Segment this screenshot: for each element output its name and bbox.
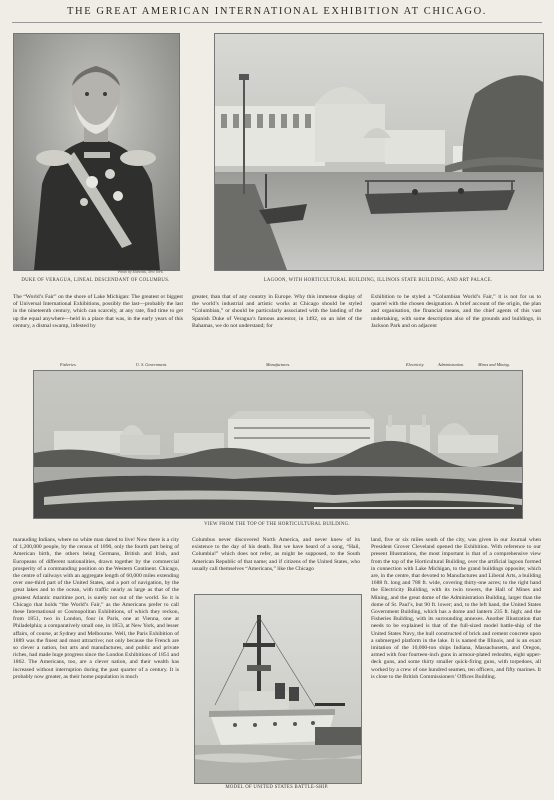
lagoon-illustration [215,34,543,270]
portrait-caption: DUKE OF VERAGUA, LINEAL DESCENDANT OF COLUMBUS. [21,278,170,283]
battleship-photo [194,594,362,784]
label-fisheries: Fisheries. [60,362,77,367]
battleship-illustration [195,595,361,783]
label-administration: Administration. [438,362,465,367]
label-electricity: Electricity. [406,362,425,367]
label-manufactures: Manufactures. [266,362,291,367]
panorama-illustration [34,371,522,518]
panorama-caption: VIEW FROM THE TOP OF THE HORTICULTURAL BUILDING. [204,522,350,527]
label-mines-mining: Mines and Mining. [478,362,510,367]
page-title: THE GREAT AMERICAN INTERNATIONAL EXHIBITION AT CHICAGO. [67,6,487,17]
panorama-photo [33,370,523,519]
portrait-illustration [14,34,179,270]
label-us-government: U. S. Government. [136,362,168,367]
lagoon-photo [214,33,544,271]
battleship-caption: MODEL OF UNITED STATES BATTLE-SHIP. [225,785,329,790]
portrait-photo [13,33,180,271]
photo-credit: Photo by Marceau, New York. [118,270,164,274]
lagoon-caption: LAGOON, WITH HORTICULTURAL BUILDING, ILLINOIS STATE BUILDING, AND ART PALACE. [263,278,493,283]
upper-text-col-3: Exhibition to be styled a “Columbian World’s Fair,” it is not for us to quarrel with the chosen designation. A brief account of the origin, the plan and organisation, the financial means, and the chief agents of this vast undertaking, with some description also of the grounds and buildings, in Jackson Park and on adjacent [371,294,541,329]
lower-text-col-1: marauding Indians, where no white man dared to live! Now there is a city of 1,200,000 people, by the census of 1890, only the fourth part being of American birth, the others being Germans, British and Irish, and Europeans of different nationalities, drawn together by the commercial prosperity of a commanding position on the Western Continent. Chicago, the centre of railways with an aggregate length of 60,000 miles extending over one-third part of the United States, and a port of navigation, by the great lakes and to the ocean, with traffic nearly as large as that of the greatest Atlantic maritime port, is surely not out of the world. So it is Chicago that holds “the World’s Fair,” as the Americans prefer to call these International or Cosmopolitan Exhibitions, of which they reckon, from 1851, two in London, four in Paris, one at Vienna, one at Philadelphia; a comparatively small one, in 1853, at New York, and lesser affairs, of course, at Sydney and Melbourne. Well, the Paris Exhibition of 1889 was the finest and most attractive; not only because the French are so clever a nation, but arts and manufactures, and public and private riches, had made huge progress since the London Exhibitions of 1851 and 1862. The Americans, too, are a clever nation, and their wealth has increased without interruption during the past quarter of a century. It is probably now greater, as their home population is much [13,537,179,680]
title-rule [12,22,542,23]
lower-text-col-3: land, five or six miles south of the city, was given in our Journal when President Grover Cleveland opened the Exhibition. With reference to our present Illustrations, the most important is that of a comprehensive view from the top of the Horticultural Building, over the artificial lagoon formed in connection with Lake Michigan, to the grand buildings opposite; which are, in the centre, that devoted to Manufactures and Liberal Arts, a building 1688 ft. long and 788 ft. wide, covering thirty-one acres; to the right hand the Electricity Building, with its twin towers, the Hall of Mines and Mining, and the great dome of the Administration Building, larger than the dome of St. Paul’s, but 90 ft. lower; and, to the left hand, the United States Government Building, which has a dome and lantern 235 ft. high; and the Fisheries Building, with its surrounding annexes. Another Illustration that needs to be explained is that of the full-sized model battle-ship of the United States Navy, the hull constructed of brick and cement concrete upon a submerged platform in the lake. It is named the Illinois, and is an exact imitation of the 10,000-ton ships Indiana, Massachusetts, and Oregon, armed with four fourteen-inch guns in armour-plated redoubts, eight upper-deck guns, and some thirty smaller quick-firing guns, with torpedoes, all worked by a crew of one hundred seamen, ten officers, and fifty marines. It is close to the British Commissioners’ Offices Building. [371,537,541,680]
lower-text-col-2: Columbus never discovered North America, and never knew of its existence to the day of his death. But we have heard of a song, “Hail, Columbia!” which does not refer, as might be supposed, to the South American Republic of that name; and if citizens of the United States, who usually call themselves “Americans,” like the Chicago [192,537,360,572]
upper-text-col-2: greater, than that of any country in Europe. Why this immense display of the world’s industrial and artistic works at Chicago should be styled “Columbian,” or should be particularly associated with the landing of the Spanish Duke of Veragua’s famous ancestor, in 1492, on an islet of the Bahamas, we do not understand; for [192,294,362,329]
upper-text-col-1: The “World’s Fair” on the shore of Lake Michigan: The greatest or biggest of Universal International Exhibitions, possibly the last—probably the last in the nineteenth century, which can scarcely, at any rate, find time to get up the equal anywhere—held in a place that was, in the early years of this century, a dismal swamp, infested by [13,294,183,329]
